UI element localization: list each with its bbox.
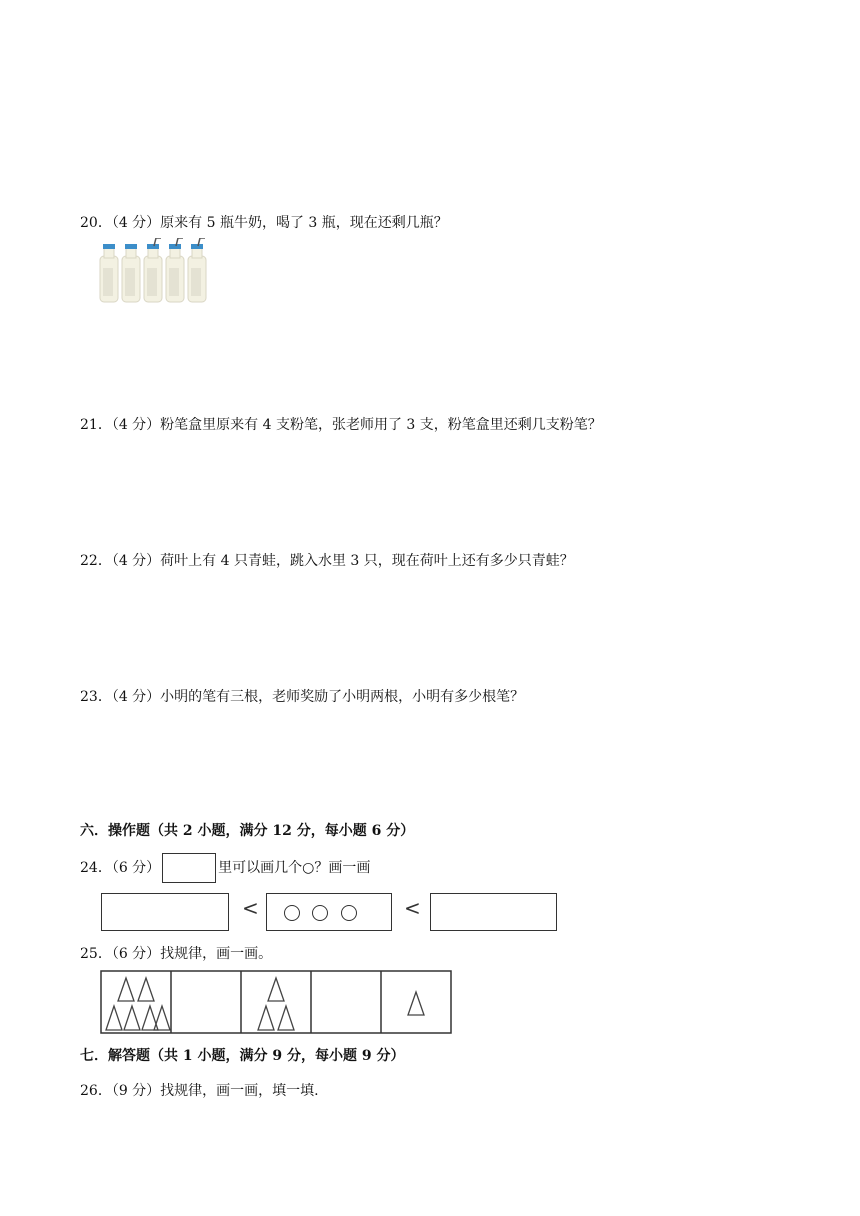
milk-bottle [122,244,140,302]
question-24 [80,853,370,883]
triangle-icon [106,1006,122,1030]
triangle-icon [258,1006,274,1030]
triangle-icon [138,978,154,1001]
question-23: 23．（4 分）小明的笔有三根，老师奖励了小明两根，小明有多少根笔？ [80,689,525,705]
question-24-prefix: 24．（6 分） [80,860,161,876]
question-26: 26．（9 分）找规律，画一画，填一填. [80,1083,319,1099]
question-20: 20．（4 分）原来有 5 瓶牛奶，喝了 3 瓶，现在还剩几瓶？ [80,215,448,231]
circle-icon [341,905,357,921]
milk-bottle-with-straw [166,238,184,302]
question-21: 21．（4 分）粉笔盒里原来有 4 支粉笔，张老师用了 3 支，粉笔盒里还剩几支粉笔？ [80,417,602,433]
answer-box-inline [162,853,216,883]
triangle-icon [278,1006,294,1030]
triangle-pattern-grid [100,970,452,1034]
milk-bottle [100,244,118,302]
circle-icon [312,905,328,921]
milk-bottle-with-straw [188,238,206,302]
question-22: 22．（4 分）荷叶上有 4 只青蛙，跳入水里 3 只，现在荷叶上还有多少只青蛙？ [80,553,574,569]
section-6-heading: 六．操作题（共 2 小题，满分 12 分，每小题 6 分） [80,823,415,839]
milk-bottle-with-straw [144,238,162,302]
less-than-sign: < [404,896,421,920]
question-24-suffix: 里可以画几个○？画一画 [218,860,371,876]
circles-box [266,893,392,931]
triangle-icon [124,1006,140,1030]
section-7-heading: 七．解答题（共 1 小题，满分 9 分，每小题 9 分） [80,1048,405,1064]
question-25: 25．（6 分）找规律，画一画。 [80,946,273,962]
triangle-icon [408,992,424,1015]
answer-box-left [101,893,229,931]
answer-box-right [430,893,557,931]
milk-bottles-image [98,238,210,304]
triangle-icon [268,978,284,1001]
triangle-icon [118,978,134,1001]
less-than-sign: < [242,896,259,920]
circle-icon [284,905,300,921]
